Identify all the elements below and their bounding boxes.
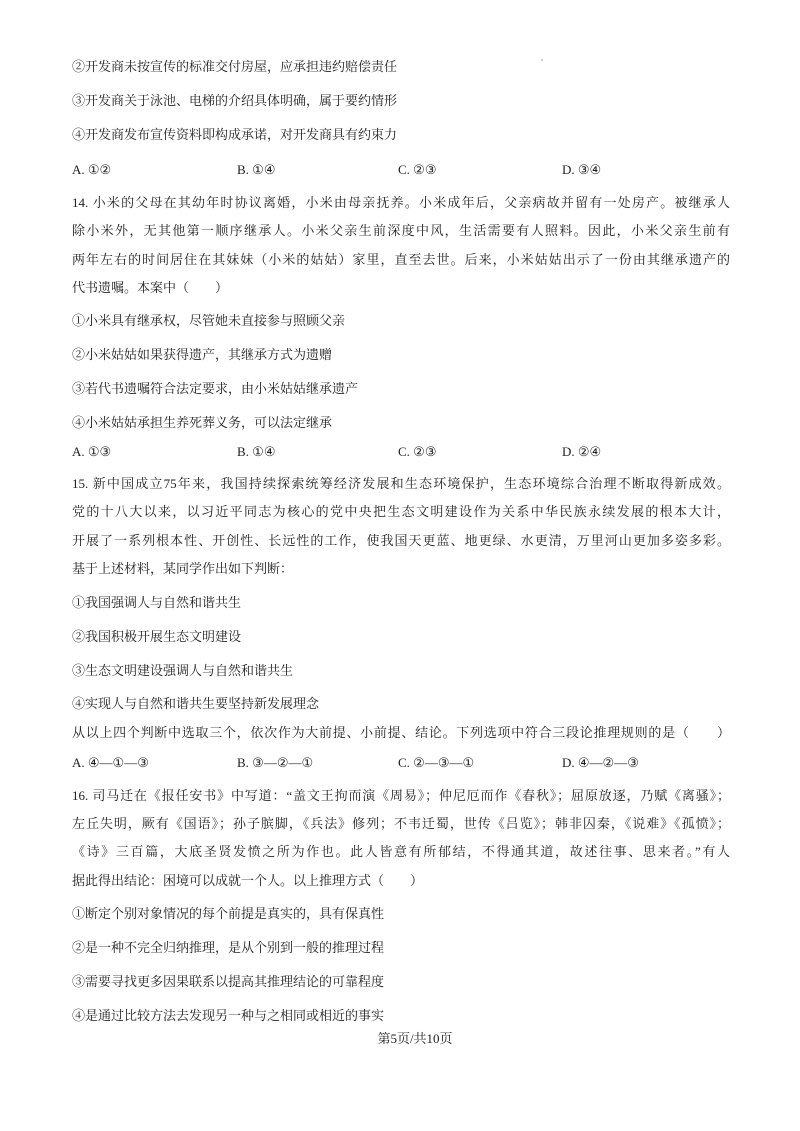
q14-statement-1: ①小米具有继承权，尽管她未直接参与照顾父亲 [72,313,346,328]
q13-statement-4: ④开发商发布宣传资料即构成承诺，对开发商具有约束力 [72,127,398,142]
q14-stem-line-2: 除小米外，无其他第一顺序继承人。小米父亲生前深度中风，生活需要有人照料。因此，小米父亲生前有 [72,223,730,238]
q13-option-c: C. ②③ [398,162,437,177]
q16-statement-4: ④是通过比较方法去发现另一种与之相同或相近的事实 [72,1008,385,1023]
q15-judgment-2: ②我国积极开展生态文明建设 [72,629,242,644]
q16-statement-1: ①断定个别对象情况的每个前提是真实的，具有保真性 [72,906,385,921]
q15-stem-line-4: 基于上述材料，某同学作出如下判断： [72,561,294,576]
q16-stem-line-1: 16. 司马迁在《报任安书》中写道：“盖文王拘而演《周易》；仲尼厄而作《春秋》；屈原放逐，乃赋《离骚》； [72,788,730,803]
q15-judgment-1: ①我国强调人与自然和谐共生 [72,595,242,610]
q15-stem-line-2: 党的十八大以来，以习近平同志为核心的党中央把生态文明建设作为关系中华民族永续发展的根本大计， [72,504,730,519]
q14-option-a: A. ①③ [72,444,112,459]
q15-stem-line-3: 开展了一系列根本性、开创性、长远性的工作，使我国天更蓝、地更绿、水更清，万里河山更加多姿多彩。 [72,533,730,548]
q14-option-b: B. ①④ [237,444,276,459]
q15-selector-line: 从以上四个判断中选取三个，依次作为大前提、小前提、结论。下列选项中符合三段论推理规则的是（ ） [72,725,730,740]
q15-stem-line-1: 15. 新中国成立75年来，我国持续探索统筹经济发展和生态环境保护，生态环境综合治理不断取得新成效。 [72,476,730,491]
q15-judgment-4: ④实现人与自然和谐共生要坚持新发展理念 [72,696,320,711]
q13-options-row [72,160,730,180]
q14-statement-2: ②小米姑姑如果获得遗产，其继承方式为遗赠 [72,347,333,362]
q13-statement-2: ②开发商未按宣传的标准交付房屋，应承担违约赔偿责任 [72,59,398,74]
q15-option-d: D. ④—②—③ [562,755,639,770]
q14-option-d: D. ②④ [562,444,602,459]
q13-option-a: A. ①② [72,162,112,177]
q14-stem-line-4: 代书遗嘱。本案中（ ） [72,280,229,295]
q15-option-a: A. ④—①—③ [72,755,149,770]
q15-option-c: C. ②—③—① [398,755,475,770]
q15-options-row [72,753,730,773]
q14-statement-3: ③若代书遗嘱符合法定要求，由小米姑姑继承遗产 [72,381,359,396]
q13-statement-3: ③开发商关于泳池、电梯的介绍具体明确，属于要约情形 [72,93,398,108]
q14-option-c: C. ②③ [398,444,437,459]
q16-stem-line-3: 《诗》三百篇，大底圣贤发愤之所为作也。此人皆意有所郁结，不得通其道，故述往事、思来者。”有人 [72,844,730,859]
q15-judgment-3: ③生态文明建设强调人与自然和谐共生 [72,663,294,678]
q13-option-d: D. ③④ [562,162,602,177]
q14-stem-line-1: 14. 小米的父母在其幼年时协议离婚，小米由母亲抚养。小米成年后，父亲病故并留有一处房产。被继承人 [72,195,730,210]
q14-statement-4: ④小米姑姑承担生养死葬义务，可以法定继承 [72,415,333,430]
q16-stem-line-4: 据此得出结论：困境可以成就一个人。以上推理方式（ ） [72,873,424,888]
q13-option-b: B. ①④ [237,162,276,177]
stray-scan-mark: ' [541,57,543,69]
q14-stem-line-3: 两年左右的时间居住在其妹妹（小米的姑姑）家里，直至去世。后来，小米姑姑出示了一份由其继承遗产的 [72,252,730,267]
q16-statement-3: ③需要寻找更多因果联系以提高其推理结论的可靠程度 [72,974,385,989]
q14-options-row [72,442,730,462]
q16-statement-2: ②是一种不完全归纳推理，是从个别到一般的推理过程 [72,940,385,955]
q16-stem-line-2: 左丘失明，厥有《国语》；孙子膑脚，《兵法》修列；不韦迁蜀，世传《吕览》；韩非囚秦，《说难》《孤愤》； [72,816,730,831]
page-footer: 第5页/共10页 [377,1031,453,1046]
q15-option-b: B. ③—②—① [237,755,314,770]
